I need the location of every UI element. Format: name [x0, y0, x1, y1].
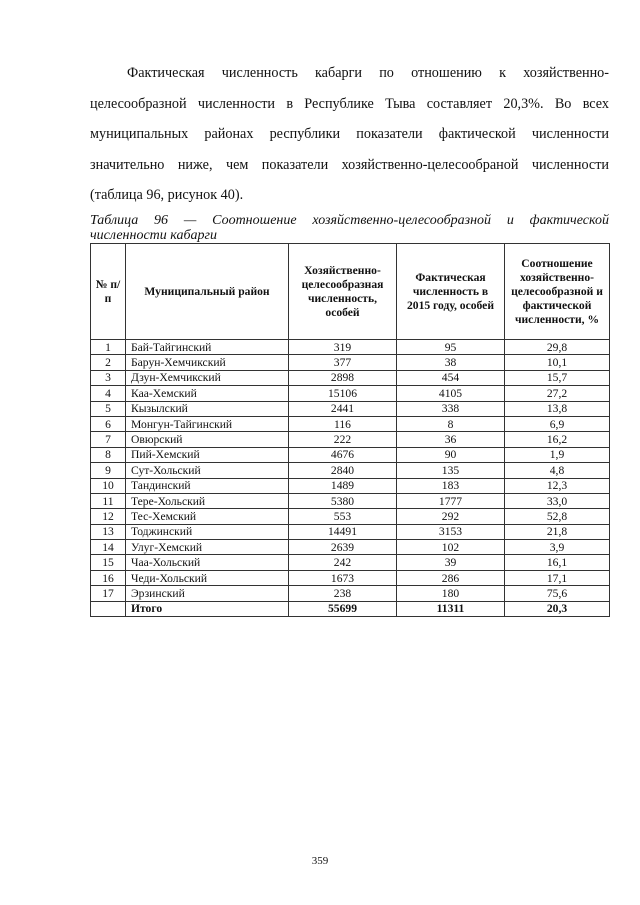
- cell-num: 15: [91, 555, 126, 570]
- table-row: [91, 416, 610, 431]
- cell-target: 14491: [289, 524, 397, 539]
- cell-num: 5: [91, 401, 126, 416]
- cell-ratio: 33,0: [505, 493, 610, 508]
- cell-num: 8: [91, 447, 126, 462]
- table-total-row: [91, 601, 610, 616]
- cell-actual: 95: [397, 340, 505, 355]
- cell-district: Кызылский: [126, 401, 289, 416]
- cell-ratio: 4,8: [505, 463, 610, 478]
- table-row: [91, 555, 610, 570]
- body-paragraph: Фактическая численность кабарги по отношению к хозяйственно-целесообразной численности в Республике Тыва составляет 20,3%. Во всех муниципальных районах республики показатели фактической численности значительно ниже, чем показатели хозяйственно-целесообраной численности (таблица 96, рисунок 40).: [90, 65, 609, 203]
- cell-target: 2639: [289, 540, 397, 555]
- cell-actual: 292: [397, 509, 505, 524]
- cell-target: 238: [289, 586, 397, 601]
- cell-district: Чаа-Хольский: [126, 555, 289, 570]
- table-header-row: [91, 244, 610, 340]
- header-actual: Фактическая численность в 2015 году, особей: [397, 244, 505, 340]
- cell-target: 242: [289, 555, 397, 570]
- cell-target: 15106: [289, 386, 397, 401]
- table-caption: Таблица 96 — Соотношение хозяйственно-целесообразной и фактической численности кабарги: [90, 213, 609, 243]
- cell-target: 1489: [289, 478, 397, 493]
- table-row: [91, 370, 610, 385]
- cell-district: Тоджинский: [126, 524, 289, 539]
- cell-actual: 36: [397, 432, 505, 447]
- cell-target: 4676: [289, 447, 397, 462]
- cell-actual: 1777: [397, 493, 505, 508]
- cell-district: Эрзинский: [126, 586, 289, 601]
- total-cell-target: 55699: [289, 601, 397, 616]
- cell-num: 1: [91, 340, 126, 355]
- table-row: [91, 524, 610, 539]
- table-row: [91, 447, 610, 462]
- cell-ratio: 29,8: [505, 340, 610, 355]
- cell-ratio: 16,2: [505, 432, 610, 447]
- table-row: [91, 493, 610, 508]
- cell-district: Сут-Хольский: [126, 463, 289, 478]
- cell-ratio: 52,8: [505, 509, 610, 524]
- header-target: Хозяйственно-целесообразная численность, особей: [289, 244, 397, 340]
- cell-num: 4: [91, 386, 126, 401]
- cell-num: 9: [91, 463, 126, 478]
- page-number: 359: [311, 855, 329, 867]
- cell-ratio: 27,2: [505, 386, 610, 401]
- table-row: [91, 478, 610, 493]
- cell-num: 3: [91, 370, 126, 385]
- cell-target: 5380: [289, 493, 397, 508]
- total-cell-num: [91, 601, 126, 616]
- cell-actual: 183: [397, 478, 505, 493]
- cell-target: 377: [289, 355, 397, 370]
- cell-num: 10: [91, 478, 126, 493]
- cell-district: Тес-Хемский: [126, 509, 289, 524]
- cell-district: Монгун-Тайгинский: [126, 416, 289, 431]
- table-row: [91, 570, 610, 585]
- cell-num: 16: [91, 570, 126, 585]
- cell-actual: 180: [397, 586, 505, 601]
- table-row: [91, 355, 610, 370]
- population-table: [90, 243, 610, 617]
- cell-target: 222: [289, 432, 397, 447]
- cell-actual: 454: [397, 370, 505, 385]
- cell-actual: 338: [397, 401, 505, 416]
- cell-ratio: 12,3: [505, 478, 610, 493]
- cell-target: 116: [289, 416, 397, 431]
- cell-ratio: 15,7: [505, 370, 610, 385]
- cell-ratio: 10,1: [505, 355, 610, 370]
- cell-target: 319: [289, 340, 397, 355]
- cell-actual: 39: [397, 555, 505, 570]
- cell-district: Барун-Хемчикский: [126, 355, 289, 370]
- table-row: [91, 540, 610, 555]
- table-row: [91, 509, 610, 524]
- cell-ratio: 3,9: [505, 540, 610, 555]
- table-body: [91, 340, 610, 617]
- cell-actual: 8: [397, 416, 505, 431]
- cell-actual: 4105: [397, 386, 505, 401]
- table-row: [91, 432, 610, 447]
- cell-district: Овюрский: [126, 432, 289, 447]
- cell-num: 7: [91, 432, 126, 447]
- table-row: [91, 401, 610, 416]
- cell-ratio: 75,6: [505, 586, 610, 601]
- cell-ratio: 21,8: [505, 524, 610, 539]
- cell-actual: 286: [397, 570, 505, 585]
- header-district: Муниципальный район: [126, 244, 289, 340]
- header-ratio: Соотношение хозяйственно-целесообразной и фактической численности, %: [505, 244, 610, 340]
- cell-district: Тере-Хольский: [126, 493, 289, 508]
- cell-district: Дзун-Хемчикский: [126, 370, 289, 385]
- cell-num: 11: [91, 493, 126, 508]
- cell-actual: 102: [397, 540, 505, 555]
- header-num: № п/п: [91, 244, 126, 340]
- cell-num: 14: [91, 540, 126, 555]
- cell-district: Пий-Хемский: [126, 447, 289, 462]
- cell-target: 553: [289, 509, 397, 524]
- cell-num: 6: [91, 416, 126, 431]
- table-row: [91, 463, 610, 478]
- cell-num: 17: [91, 586, 126, 601]
- cell-district: Каа-Хемский: [126, 386, 289, 401]
- cell-district: Чеди-Хольский: [126, 570, 289, 585]
- total-cell-actual: 11311: [397, 601, 505, 616]
- cell-num: 13: [91, 524, 126, 539]
- cell-district: Бай-Тайгинский: [126, 340, 289, 355]
- cell-district: Улуг-Хемский: [126, 540, 289, 555]
- total-cell-ratio: 20,3: [505, 601, 610, 616]
- total-cell-district: Итого: [126, 601, 289, 616]
- cell-district: Тандинский: [126, 478, 289, 493]
- cell-actual: 135: [397, 463, 505, 478]
- cell-target: 2441: [289, 401, 397, 416]
- table-row: [91, 340, 610, 355]
- table-row: [91, 586, 610, 601]
- cell-num: 12: [91, 509, 126, 524]
- cell-ratio: 16,1: [505, 555, 610, 570]
- cell-num: 2: [91, 355, 126, 370]
- cell-target: 2840: [289, 463, 397, 478]
- cell-target: 1673: [289, 570, 397, 585]
- cell-ratio: 1,9: [505, 447, 610, 462]
- cell-actual: 90: [397, 447, 505, 462]
- cell-ratio: 13,8: [505, 401, 610, 416]
- cell-actual: 3153: [397, 524, 505, 539]
- cell-target: 2898: [289, 370, 397, 385]
- cell-ratio: 17,1: [505, 570, 610, 585]
- cell-ratio: 6,9: [505, 416, 610, 431]
- table-row: [91, 386, 610, 401]
- cell-actual: 38: [397, 355, 505, 370]
